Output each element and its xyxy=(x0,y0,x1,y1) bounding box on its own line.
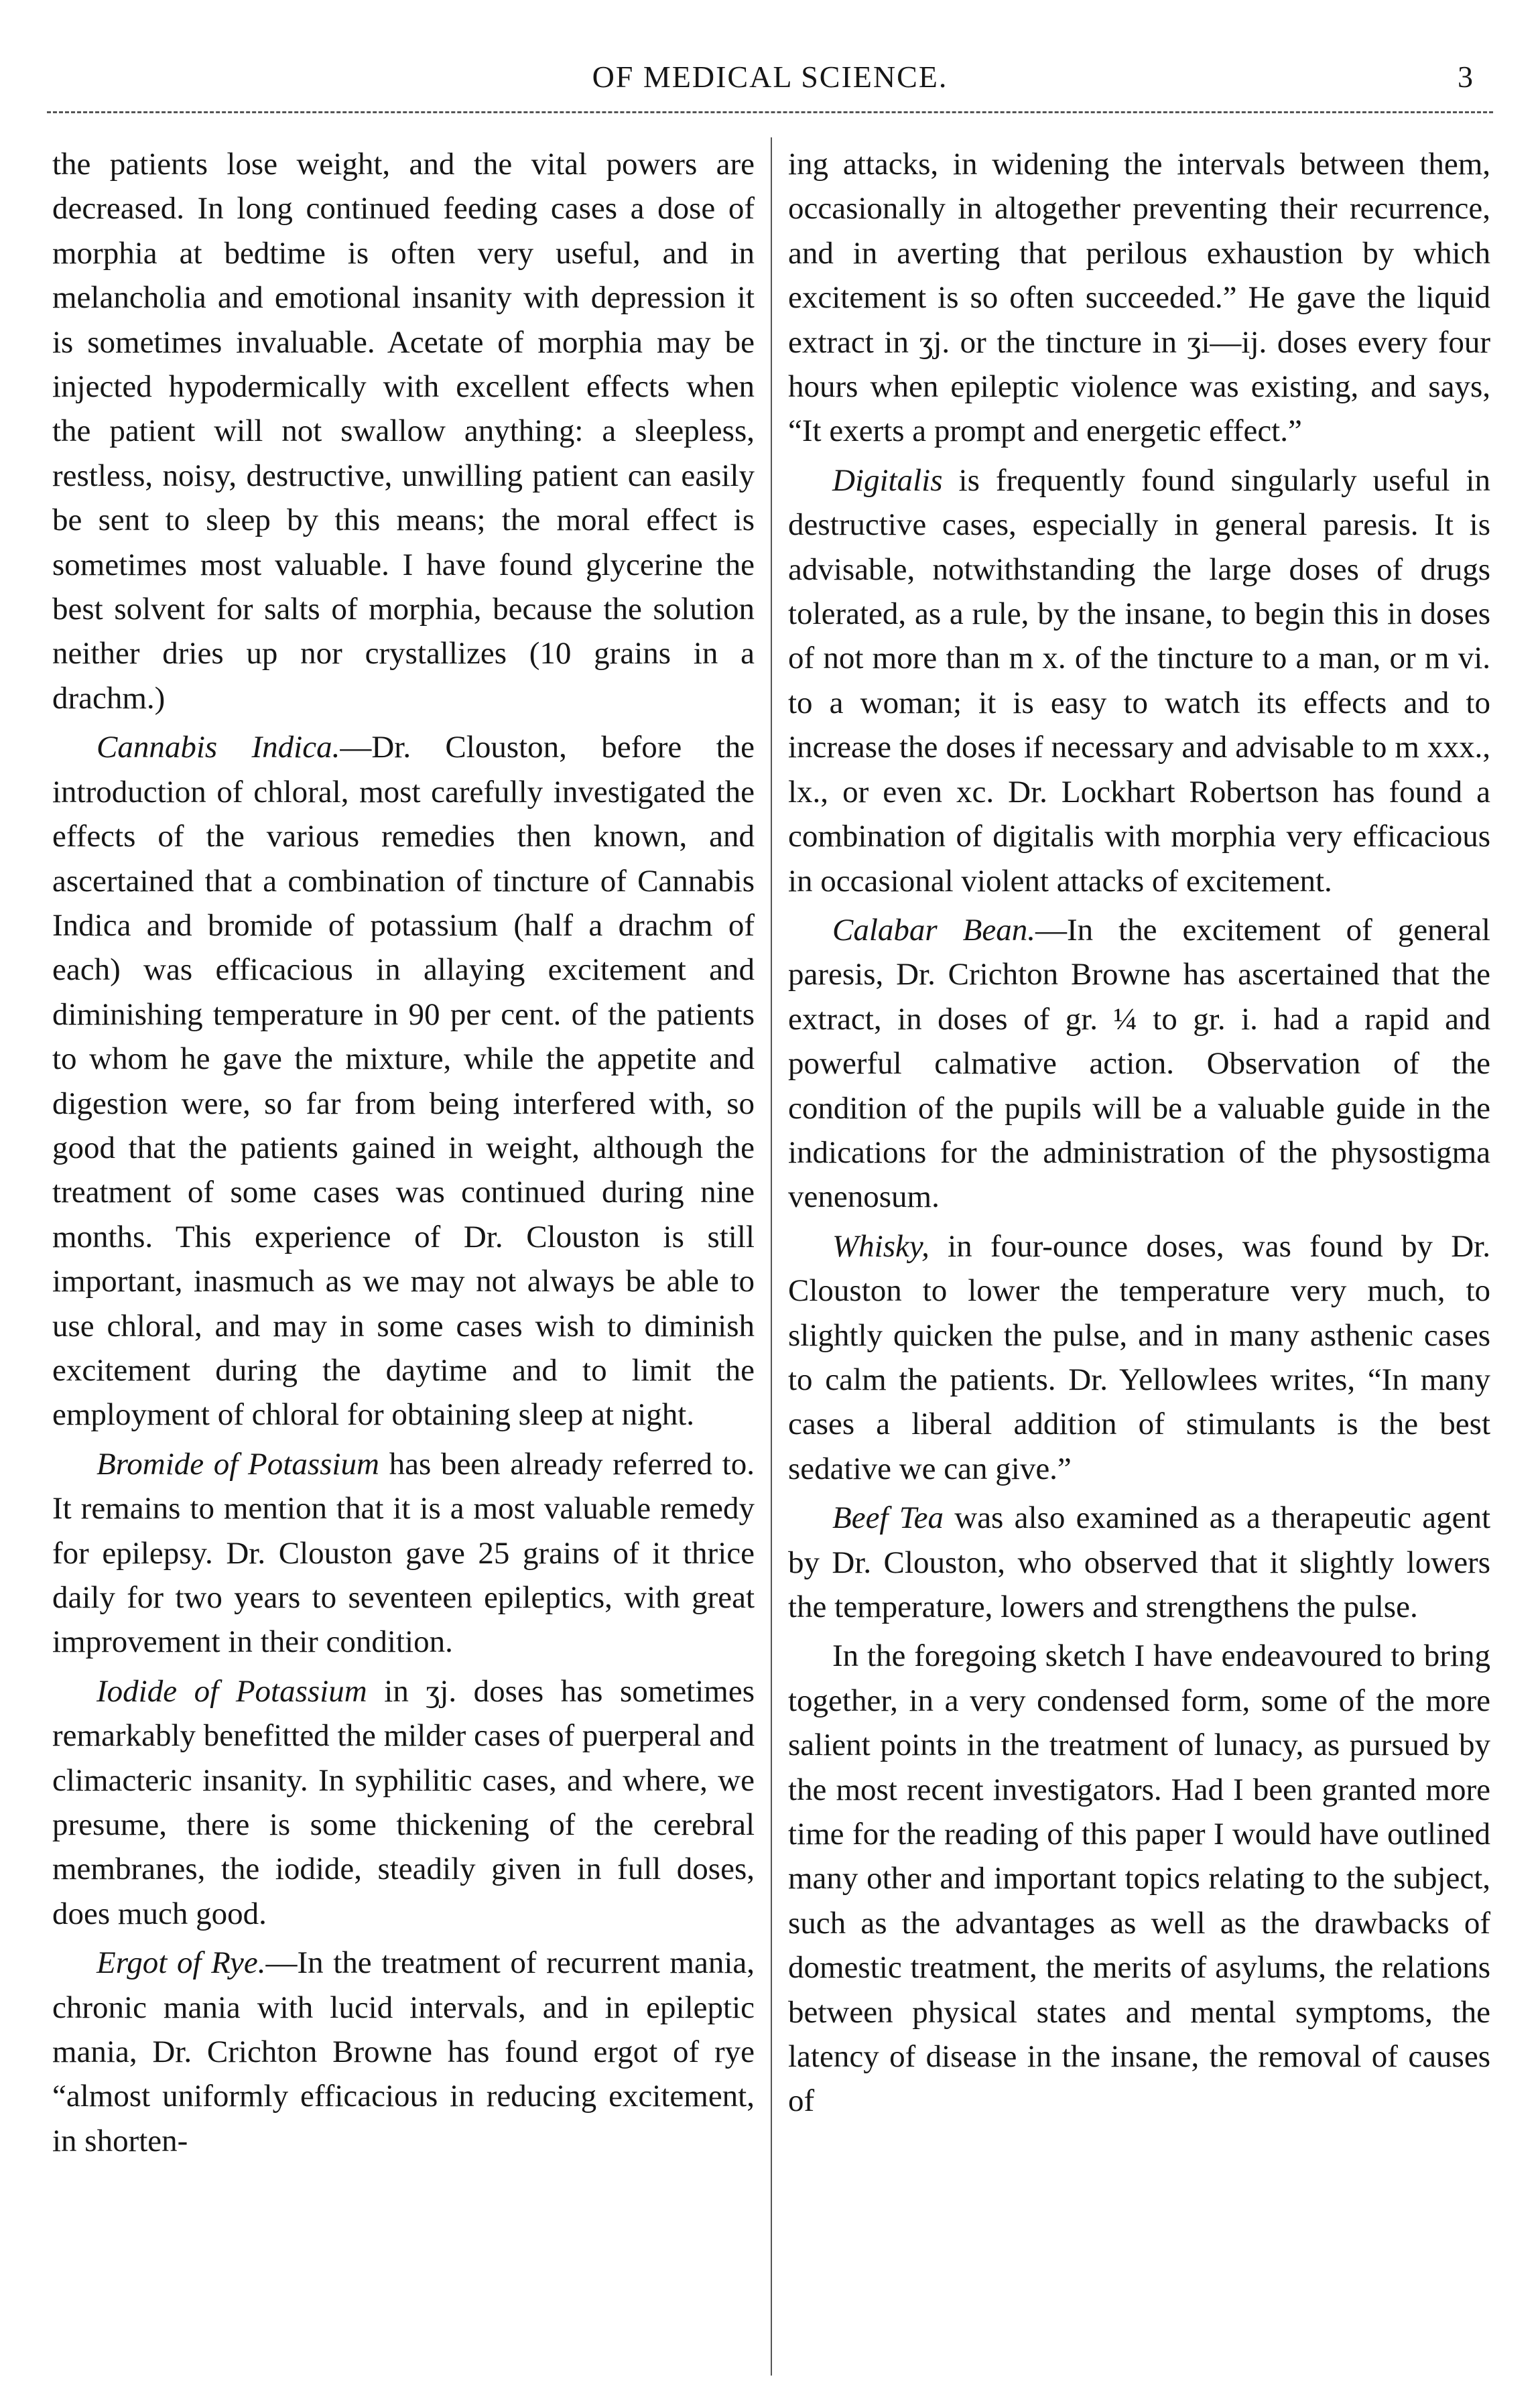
section-heading: Bromide of Potassium xyxy=(97,1446,379,1482)
right-column xyxy=(788,142,1490,2128)
paragraph-ergot-continued: ing attacks, in widening the intervals between them, occasionally in altogether preventing their recurrence, and in averting that perilous exhaustion by which excitement is so often succeeded.” He gave the liquid extract in ʒj. or the tincture in ʒi—ij. doses every four hours when epileptic violence was existing, and says, “It exerts a prompt and energetic effect.” xyxy=(788,147,1490,449)
paragraph-cannabis-indica xyxy=(52,725,755,1437)
paragraph-text: in four-ounce doses, was found by Dr. Clouston to lower the temperature very much, to slightly quicken the pulse, and in many asthenic cases to calm the patients. Dr. Yellowlees writes, “In many cases a liberal addition of stimulants is the best sedative we can give.” xyxy=(788,1228,1490,1486)
section-heading: Iodide of Potassium xyxy=(97,1673,367,1709)
section-heading: Beef Tea xyxy=(832,1500,944,1536)
paragraph-calabar-bean xyxy=(788,908,1490,1220)
paragraph-morphia-continued: the patients lose weight, and the vital powers are decreased. In long continued feeding cases a dose of morphia at bedtime is often very useful, and in melancholia and emotional insanity with depression it is sometimes invaluable. Acetate of morphia may be injected hypodermically with excellent effects when the patient will not swallow anything: a sleepless, restless, noisy, destructive, unwilling patient can easily be sent to sleep by this means; the moral effect is sometimes most valuable. I have found glycerine the best solvent for salts of morphia, because the solution neither dries up nor crystallizes (10 grains in a drachm.) xyxy=(52,147,755,716)
section-heading: Calabar Bean. xyxy=(832,912,1035,948)
paragraph-text: —Dr. Clouston, before the introduction of chloral, most carefully investigated the effects of the various remedies then known, and ascertained that a combination of tincture of Cannabis Indica and bromide of potassium (half a drachm of each) was efficacious in allaying excitement and diminishing temperature in 90 per cent. of the patients to whom he gave the mixture, while the appetite and digestion were, so far from being interfered with, so good that the patients gained in weight, although the treatment of some cases was continued during nine months. This experience of Dr. Clouston is still important, inasmuch as we may not always be able to use chloral, and may in some cases wish to diminish excitement during the daytime and to limit the employment of chloral for obtaining sleep at night. xyxy=(52,730,755,1433)
paragraph-ergot-of-rye xyxy=(52,1941,755,2163)
paragraph-text: in ʒj. doses has sometimes remarkably benefitted the milder cases of puerperal and climacteric insanity. In syphilitic cases, and where, we presume, there is some thickening of the cerebral membranes, the iodide, steadily given in full doses, does much good. xyxy=(52,1673,755,1931)
paragraph-text: —In the excitement of general paresis, Dr. Crichton Browne has ascertained that the extract, in doses of gr. ¼ to gr. i. had a rapid and powerful calmative action. Observation of the condition of the pupils will be a valuable guide in the indications for the administration of the physostigma venenosum. xyxy=(788,912,1490,1215)
paragraph-iodide-of-potassium xyxy=(52,1669,755,1936)
paragraph-digitalis xyxy=(788,458,1490,903)
paragraph-text: has been already referred to. It remains to mention that it is a most valuable remedy for epilepsy. Dr. Clouston gave 25 grains of it thrice daily for two years to seventeen epileptics, with great improvement in their condition. xyxy=(52,1446,755,1660)
paragraph-text: is frequently found singularly useful in destructive cases, especially in general paresis. It is advisable, notwithstanding the large doses of drugs tolerated, as a rule, by the insane, to begin this in doses of not more than m x. of the tincture to a man, or m vi. to a woman; it is easy to watch its effects and to increase the doses if necessary and advisable to m xxx., lx., or even xc. Dr. Lockhart Robertson has found a combination of digitalis with morphia very efficacious in occasional violent attacks of excitement. xyxy=(788,462,1490,899)
paragraph-bromide-of-potassium xyxy=(52,1442,755,1665)
paragraph-text: was also examined as a therapeutic agent by Dr. Clouston, who observed that it slightly lowers the temperature, lowers and strengthens the pulse. xyxy=(788,1500,1490,1624)
paragraph-conclusion: In the foregoing sketch I have endeavoured to bring together, in a very condensed form, some of the more salient points in the treatment of lunacy, as pursued by the most recent investigators. Had I been granted more time for the reading of this paper I would have outlined many other and important topics relating to the subject, such as the advantages as well as the drawbacks of domestic treatment, the merits of asylums, the relations between physical states and mental symptoms, the latency of disease in the insane, the removal of causes of xyxy=(788,1638,1490,2119)
section-heading: Digitalis xyxy=(832,462,943,498)
page-header xyxy=(47,59,1493,119)
page-number: 3 xyxy=(1458,60,1473,94)
section-heading: Cannabis Indica. xyxy=(97,730,340,765)
section-heading: Whisky, xyxy=(832,1228,929,1264)
header-rule xyxy=(47,111,1493,113)
paragraph-whisky xyxy=(788,1224,1490,1491)
column-divider xyxy=(771,137,772,2376)
left-column xyxy=(52,142,755,2168)
paragraph-beef-tea xyxy=(788,1496,1490,1629)
running-title: OF MEDICAL SCIENCE. xyxy=(592,60,948,94)
section-heading: Ergot of Rye. xyxy=(97,1945,266,1981)
paragraph-text: —In the treatment of recurrent mania, chronic mania with lucid intervals, and in epileptic mania, Dr. Crichton Browne has found ergot of rye “almost uniformly efficacious in reducing excitement, in shorten- xyxy=(52,1945,755,2158)
